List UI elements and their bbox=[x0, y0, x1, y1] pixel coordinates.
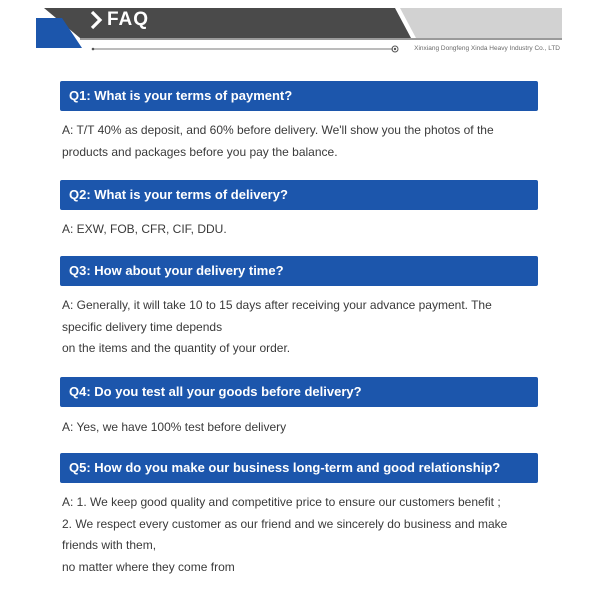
answer-line: A: Yes, we have 100% test before delivery bbox=[62, 420, 287, 434]
answer-line: A: 1. We keep good quality and competitive price to ensure our customers benefit ; bbox=[62, 495, 501, 509]
faq-question-1: Q1: What is your terms of payment? bbox=[60, 81, 538, 111]
answer-line: A: EXW, FOB, CFR, CIF, DDU. bbox=[62, 222, 227, 236]
answer-line: on the items and the quantity of your order. bbox=[62, 341, 291, 355]
banner-underline bbox=[80, 38, 562, 40]
answer-line: no matter where they come from bbox=[62, 559, 235, 574]
faq-answer-2 bbox=[62, 219, 540, 241]
faq-answer-5 bbox=[62, 492, 540, 578]
faq-question-2: Q2: What is your terms of delivery? bbox=[60, 180, 538, 210]
banner-light-panel bbox=[395, 8, 562, 38]
answer-line: friends with them, bbox=[62, 538, 157, 552]
faq-answer-3 bbox=[62, 295, 540, 360]
answer-line: A: Generally, it will take 10 to 15 days after receiving your advance payment. The bbox=[62, 298, 492, 312]
answer-line: 2. We respect every customer as our friend and we sincerely do business and make bbox=[62, 516, 508, 531]
rule-start-dot bbox=[92, 48, 95, 51]
faq-question-3: Q3: How about your delivery time? bbox=[60, 256, 538, 286]
answer-line: products and packages before you pay the balance. bbox=[62, 144, 338, 159]
faq-answer-4 bbox=[62, 417, 540, 439]
answer-line: A: T/T 40% as deposit, and 60% before delivery. We'll show you the photos of the bbox=[62, 123, 494, 137]
faq-question-5: Q5: How do you make our business long-term and good relationship? bbox=[60, 453, 538, 483]
faq-answer-1 bbox=[62, 120, 540, 163]
faq-question-4: Q4: Do you test all your goods before delivery? bbox=[60, 377, 538, 407]
page-title: FAQ bbox=[107, 9, 150, 30]
faq-banner bbox=[0, 0, 600, 60]
answer-line: specific delivery time depends bbox=[62, 319, 223, 334]
company-name: Xinxiang Dongfeng Xinda Heavy Industry Co., LTD bbox=[414, 45, 560, 52]
